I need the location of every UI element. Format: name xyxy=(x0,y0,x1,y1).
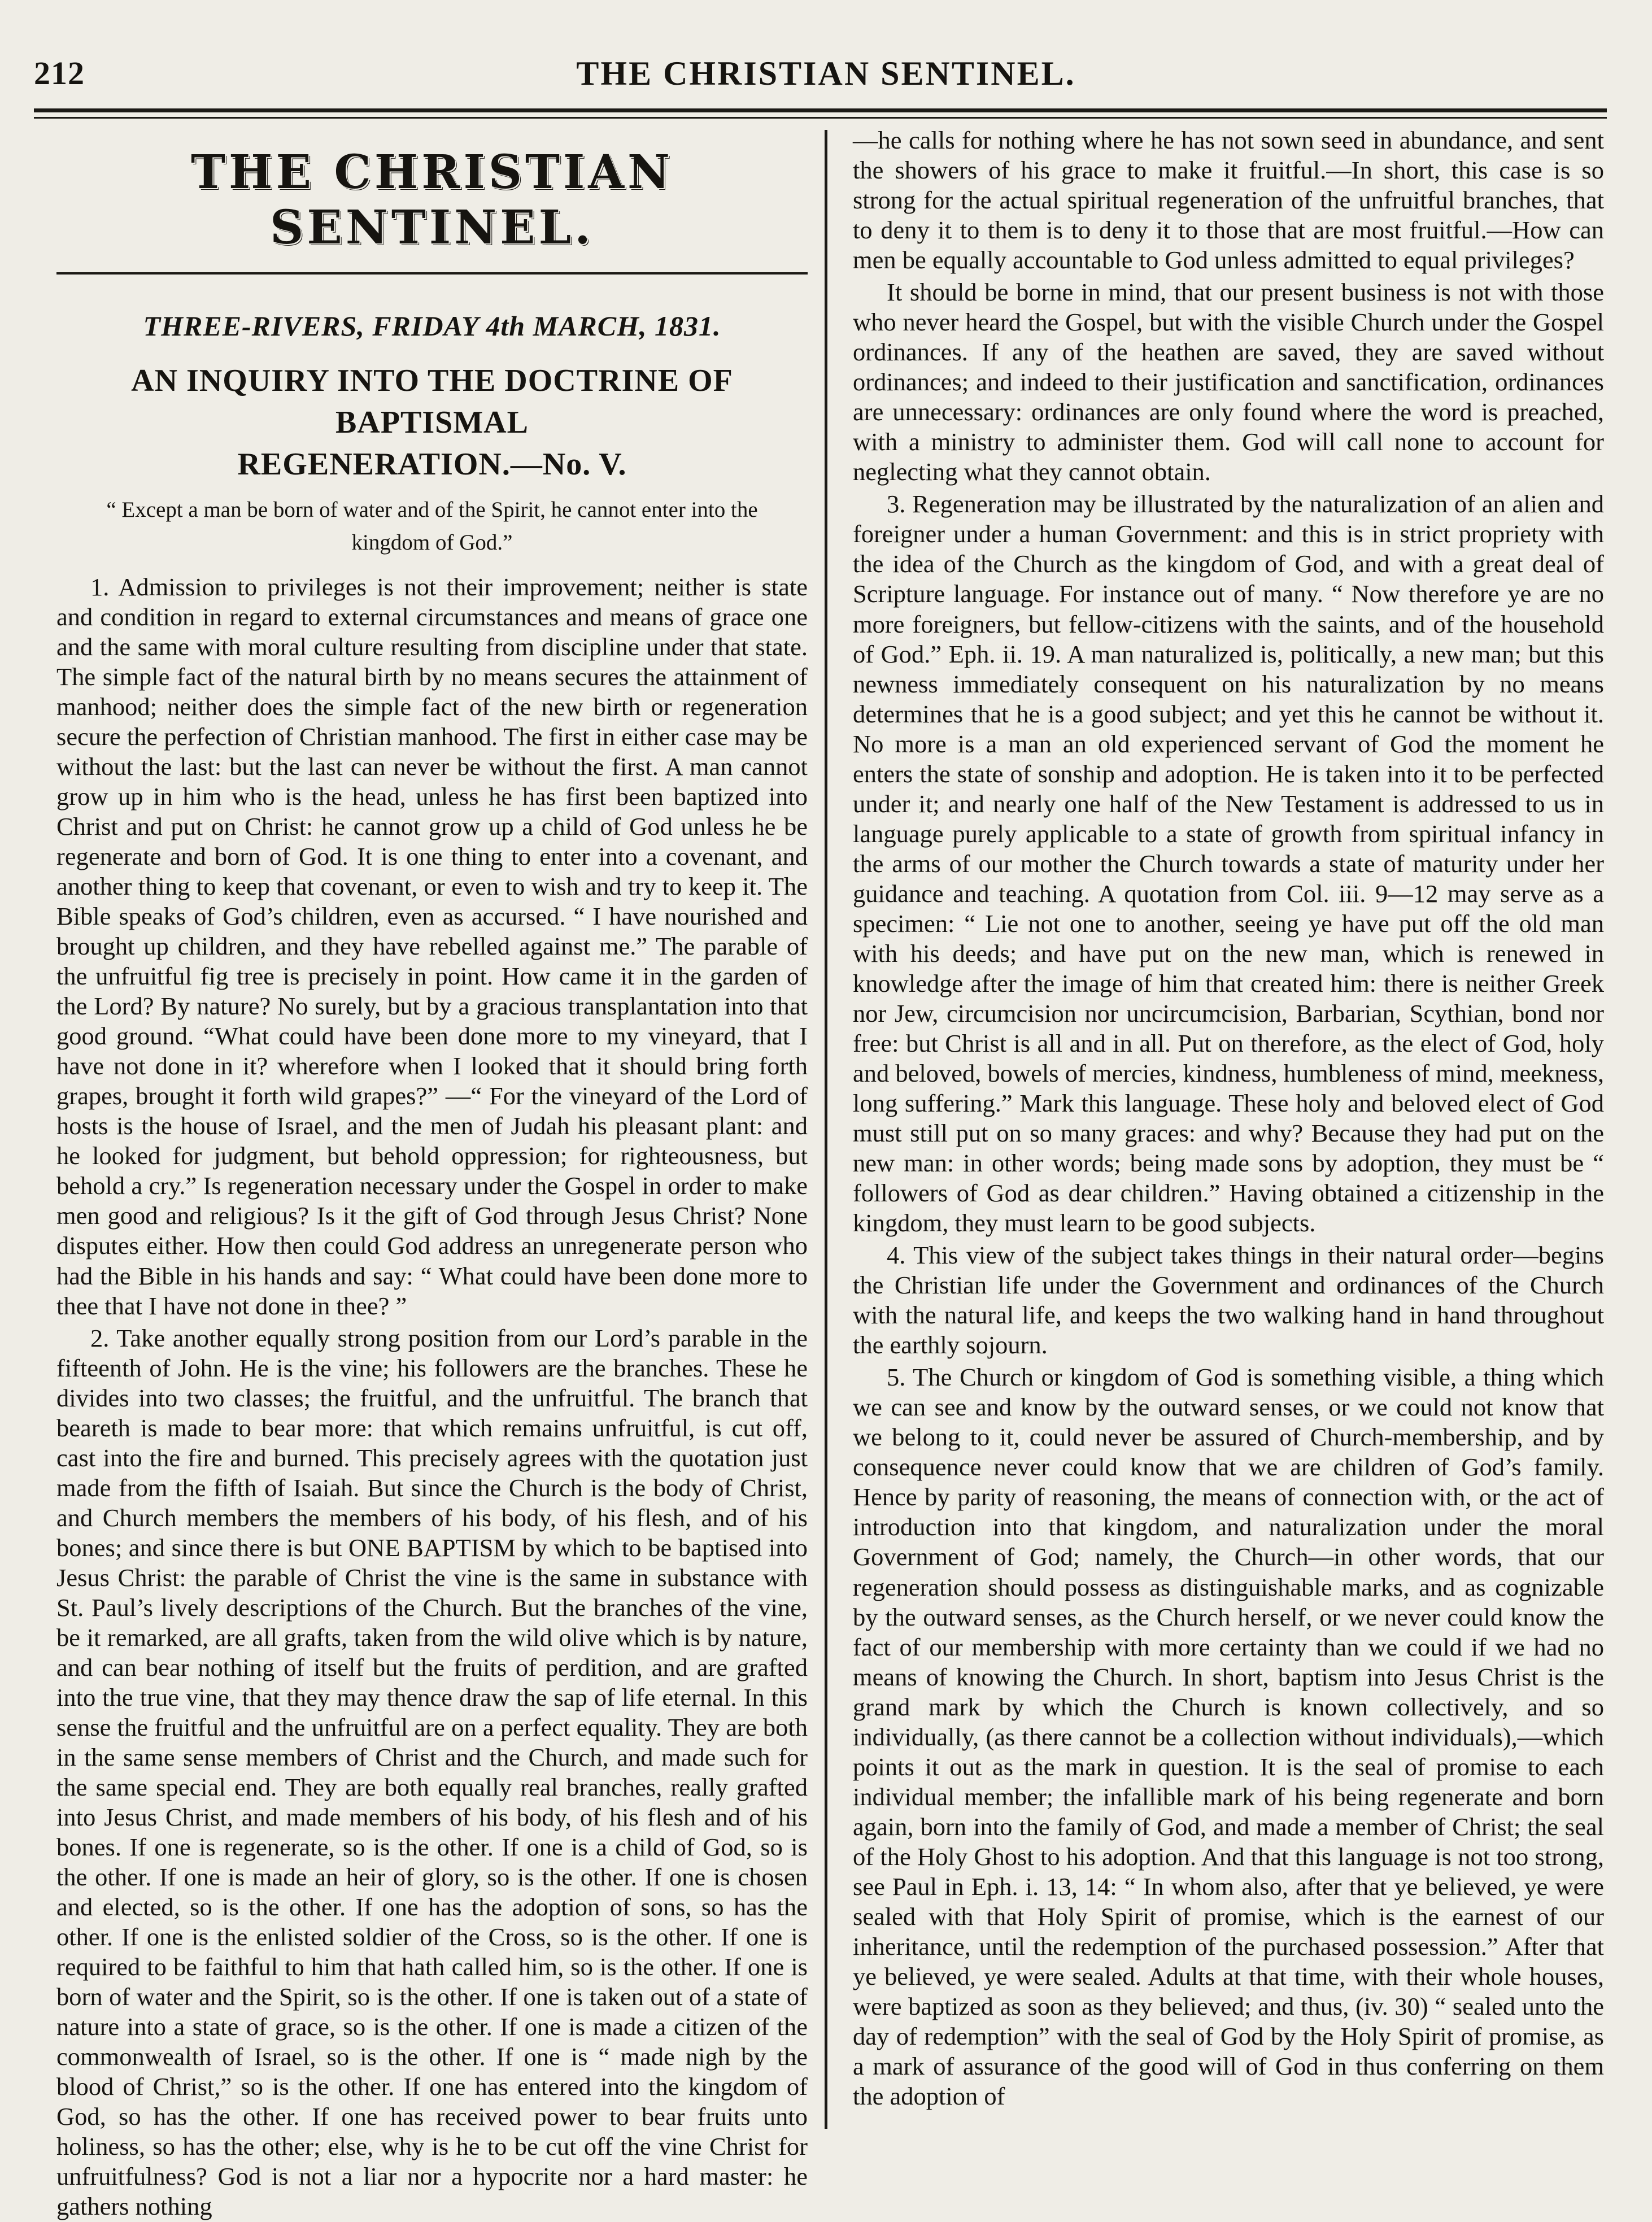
right-column xyxy=(853,125,1604,2129)
paragraph-note: It should be borne in mind, that our present business is not with those who never heard the Gospel, but with the visible Church under the Gospel ordinances. If any of the heathen are saved, they are saved without ordinances; and indeed to their justification and sanctification, ordinances are unnecessary: ordinances are only found where the word is preached, with a ministry to administer them. God will call none to account for neglecting what they cannot obtain. xyxy=(853,278,1604,486)
column-divider xyxy=(825,130,827,2129)
running-title: THE CHRISTIAN SENTINEL. xyxy=(576,55,1076,92)
article-title xyxy=(56,360,808,486)
header-rule xyxy=(34,108,1607,119)
epigraph: “ Except a man be born of water and of the Spirit, he cannot enter into the kingdom of God.” xyxy=(106,497,758,555)
paragraph-4: 4. This view of the subject takes things in their natural order—begins the Christian life under the Government and ordinances of the Church with the natural life, and keeps the two walking hand in hand throughout the earthly sojourn. xyxy=(853,1241,1604,1360)
paragraph-5: 5. The Church or kingdom of God is something visible, a thing which we can see and know by the outward senses, or we could not know that we belong to it, could never be assured of Church-membership, and by consequence never could know that we are children of God’s family. Hence by parity of reasoning, the means of connection with, or the act of introduction into that kingdom, and naturalization under the moral Government of God; namely, the Church—in other words, that our regeneration should possess as distinguishable marks, and as cognizable by the outward senses, as the Church herself, or we never could know the fact of our membership with more certainty than we could if we had no means of knowing the Church. In short, baptism into Jesus Christ is the grand mark by which the Church is known collectively, and so individually, (as there cannot be a collection without individuals),—which points it out as the mark in question. It is the seal of promise to each individual member; the infallible mark of his being regenerate and born again, born into the family of God, and made a member of Christ; the seal of the Holy Ghost to his adoption. And that this language is not too strong, see Paul in Eph. i. 13, 14: “ In whom also, after that ye believed, ye were sealed with that Holy Spirit of promise, which is the earnest of our inheritance, until the redemption of the purchased possession.” After that ye believed, ye were sealed. Adults at that time, with their whole houses, were baptized as soon as they believed; and thus, (iv. 30) “ sealed unto the day of redemption” with the seal of God by the Holy Spirit of promise, as a mark of assurance of the good will of God in thus conferring on them the adoption of xyxy=(853,1363,1604,2111)
paragraph-3: 3. Regeneration may be illustrated by the naturalization of an alien and foreigner under a human Government: and this is in strict propriety with the idea of the Church as the kingdom of God, and with a great deal of Scripture language. For instance out of many. “ Now therefore ye are no more foreigners, but fellow-citizens with the saints, and of the household of God.” Eph. ii. 19. A man naturalized is, politically, a new man; but this newness immediately consequent on his naturalization by no means determines that he is a good subject; and yet this he cannot be without it. No more is a man an old experienced servant of God the moment he enters the state of sonship and adoption. He is taken into it to be perfected under it; and nearly one half of the New Testament is addressed to us in language purely applicable to a state of growth from spiritual infancy in the arms of our mother the Church towards a state of maturity under her guidance and teaching. A quotation from Col. iii. 9—12 may serve as a specimen: “ Lie not one to another, seeing ye have put off the old man with his deeds; and have put on the new man, which is renewed in knowledge after the image of him that created him: there is neither Greek nor Jew, circumcision nor uncircumcision, Barbarian, Scythian, bond nor free: but Christ is all and in all. Put on therefore, as the elect of God, holy and beloved, bowels of mercies, kindness, humbleness of mind, meekness, long suffering.” Mark this language. These holy and beloved elect of God must still put on so many graces: and why? Because they had put on the new man: in other words; being made sons by adoption, they must be “ followers of God as dear children.” Having obtained a citizenship in the kingdom, they must learn to be good subjects. xyxy=(853,490,1604,1238)
page-number: 212 xyxy=(34,55,85,92)
article-title-line-1: AN INQUIRY INTO THE DOCTRINE OF BAPTISMAL xyxy=(131,363,733,440)
paragraph-2: 2. Take another equally strong position from our Lord’s parable in the fifteenth of John. He is the vine; his followers are the branches. These he divides into two classes; the fruitful, and the unfruitful. The branch that beareth is made to bear more: that which remains unfruitful, is cut off, cast into the fire and burned. This precisely agrees with the quotation just made from the fifth of Isaiah. But since the Church is the body of Christ, and Church members the members of his body, of his flesh, and of his bones; and since there is but ONE BAPTISM by which to be baptised into Jesus Christ: the parable of Christ the vine is the same in substance with St. Paul’s lively descriptions of the Church. But the branches of the vine, be it remarked, are all grafts, taken from the wild olive which is by nature, and can bear nothing of itself but the fruits of perdition, and are grafted into the true vine, that they may thence draw the sap of life eternal. In this sense the fruitful and the unfruitful are on a perfect equality. They are both in the same sense members of Christ and the Church, and made such for the same special end. They are both equally real branches, really grafted into Jesus Christ, and made members of his body, of his flesh and of his bones. If one is regenerate, so is the other. If one is a child of God, so is the other. If one is made an heir of glory, so is the other. If one is chosen and elected, so is the other. If one has the adoption of sons, so has the other. If one is the enlisted soldier of the Cross, so is the other. If one is required to be faithful to him that hath called him, so is the other. If one is born of water and the Spirit, so is the other. If one is taken out of a state of nature into a state of grace, so is the other. If one is made a citizen of the commonwealth of Israel, so is the other. If one is “ made nigh by the blood of Christ,” so is the other. If one has entered into the kingdom of God, so has the other. If one has received power to bear fruits unto holiness, so has the other; else, why is he to be cut off the vine Christ for unfruitfulness? God is not a liar nor a hypocrite nor a hard master: he gathers nothing xyxy=(56,1323,808,2221)
dateline: THREE-RIVERS, FRIDAY 4th MARCH, 1831. xyxy=(143,310,721,342)
masthead: THE CHRISTIAN SENTINEL. xyxy=(56,125,808,275)
running-head xyxy=(34,54,1618,116)
left-column xyxy=(56,125,808,2221)
paragraph-continued: —he calls for nothing where he has not sown seed in abundance, and sent the showers of his grace to make it fruitful.—In short, this case is so strong for the actual spiritual regeneration of the unfruitful branches, that to deny it to them is to deny it to those that are most fruitful.—How can men be equally accountable to God unless admitted to equal privileges? xyxy=(853,126,1604,275)
article-title-line-2: REGENERATION.—No. V. xyxy=(237,446,627,482)
paragraph-1: 1. Admission to privileges is not their improvement; neither is state and condition in regard to external circumstances and means of grace one and the same with moral culture resulting from discipline under that state. The simple fact of the natural birth by no means secures the attainment of manhood; neither does the simple fact of the new birth or regeneration secure the perfection of Christian manhood. The first in either case may be without the last: but the last can never be without the first. A man cannot grow up in him who is the head, unless he has first been baptized into Christ and put on Christ: he cannot grow up a child of God unless he be regenerate and born of God. It is one thing to enter into a covenant, and another thing to keep that covenant, or even to wish and try to keep it. The Bible speaks of God’s children, even as accursed. “ I have nourished and brought up children, and they have rebelled against me.” The parable of the unfruitful fig tree is precisely in point. How came it in the garden of the Lord? By nature? No surely, but by a gracious transplantation into that good ground. “What could have been done more to my vineyard, that I have not done in it? wherefore when I looked that it should bring forth grapes, brought it forth wild grapes?” —“ For the vineyard of the Lord of hosts is the house of Israel, and the men of Judah his pleasant plant: and he looked for judgment, but behold oppression; for righteousness, but behold a cry.” Is regeneration necessary under the Gospel in order to make men good and religious? Is it the gift of God through Jesus Christ? None disputes either. How then could God address an unregenerate person who had the Bible in his hands and say: “ What could have been done more to thee that I have not done in thee? ” xyxy=(56,572,808,1320)
